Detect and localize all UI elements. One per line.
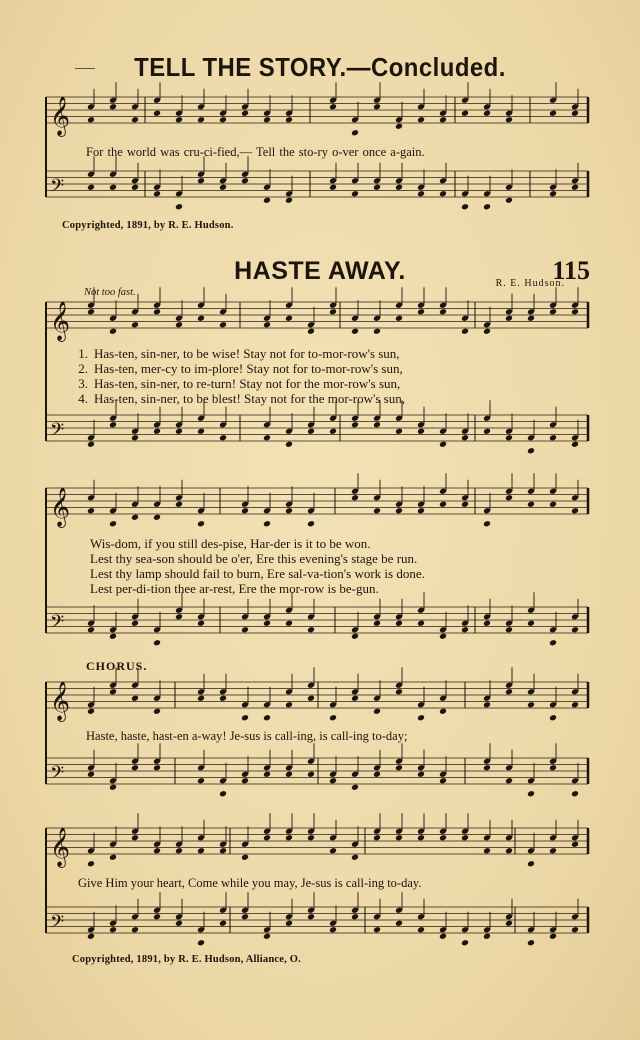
note-head [483, 933, 491, 940]
note-head [329, 926, 337, 933]
verse-line [62, 376, 400, 392]
note-head [131, 184, 139, 191]
note-head [373, 507, 381, 514]
note-head [439, 190, 447, 197]
note-head [571, 308, 579, 315]
note-head [197, 116, 205, 123]
note-head [417, 507, 425, 514]
staff-systems [46, 82, 588, 946]
note-head [263, 116, 271, 123]
note-head [197, 695, 205, 702]
note-head [571, 926, 579, 933]
note-head [329, 777, 337, 784]
note-head [527, 315, 535, 322]
note-head [395, 428, 403, 435]
note-head [307, 913, 315, 920]
note-head [329, 184, 337, 191]
note-head [439, 834, 447, 841]
note-head [219, 920, 227, 927]
note-head [549, 764, 557, 771]
note-head [175, 321, 183, 328]
note-head [351, 695, 359, 702]
note-head [109, 633, 117, 640]
note-head [505, 315, 513, 322]
note-head [439, 933, 447, 940]
bass-clef-icon: 𝄢 [50, 912, 65, 937]
note-head [219, 695, 227, 702]
note-head [329, 103, 337, 110]
note-head [351, 129, 359, 136]
note-head [109, 520, 117, 527]
treble-clef-icon: 𝄞 [50, 301, 71, 341]
note-head [175, 847, 183, 854]
top-hymn-lyric: For the world was cru-ci-fied,— Tell the sto-ry o-ver once a-gain. [86, 145, 425, 159]
note-head [153, 308, 161, 315]
note-head [263, 197, 271, 204]
note-head [395, 834, 403, 841]
note-head [395, 620, 403, 627]
note-head [87, 441, 95, 448]
note-head [307, 520, 315, 527]
note-head [373, 421, 381, 428]
note-head [351, 784, 359, 791]
bass-clef-icon: 𝄢 [50, 420, 65, 445]
note-head [505, 494, 513, 501]
note-head [373, 771, 381, 778]
note-head [307, 695, 315, 702]
note-head [197, 428, 205, 435]
note-head [571, 441, 579, 448]
note-head [241, 913, 249, 920]
note-head [505, 116, 513, 123]
note-head [527, 701, 535, 708]
note-head [263, 520, 271, 527]
note-head [461, 939, 469, 946]
note-head [549, 639, 557, 646]
note-head [263, 771, 271, 778]
note-head [219, 790, 227, 797]
verse-text: Has-ten, sin-ner, to be blest! Stay not for the mor-row's sun, [94, 391, 405, 406]
note-head [263, 620, 271, 627]
note-head [153, 428, 161, 435]
note-head [505, 197, 513, 204]
note-head [307, 771, 315, 778]
note-head [395, 123, 403, 130]
note-head [197, 777, 205, 784]
note-head [285, 197, 293, 204]
note-head [483, 110, 491, 117]
note-head [417, 190, 425, 197]
note-head [395, 920, 403, 927]
note-head [483, 764, 491, 771]
note-head [461, 110, 469, 117]
note-head [285, 920, 293, 927]
note-head [417, 116, 425, 123]
note-head [527, 790, 535, 797]
note-head [263, 834, 271, 841]
note-head [461, 434, 469, 441]
note-head [131, 514, 139, 521]
chorus-line: Haste, haste, hast-en a-way! Je-sus is call-ing, is call-ing to-day; [86, 729, 408, 743]
note-head [373, 620, 381, 627]
note-head [197, 939, 205, 946]
note-head [109, 421, 117, 428]
note-head [175, 428, 183, 435]
note-head [549, 714, 557, 721]
note-head [483, 620, 491, 627]
note-head [351, 913, 359, 920]
note-head [263, 434, 271, 441]
note-head [395, 315, 403, 322]
note-head [285, 620, 293, 627]
note-head [417, 620, 425, 627]
note-head [505, 777, 513, 784]
note-head [439, 308, 447, 315]
note-head [131, 926, 139, 933]
note-head [571, 790, 579, 797]
note-head [131, 834, 139, 841]
note-head [307, 626, 315, 633]
hymn-title: HASTE AWAY. [234, 257, 406, 285]
verse-text: Has-ten, mer-cy to im-plore! Stay not for to-mor-row's sun, [94, 361, 403, 376]
note-head [87, 771, 95, 778]
note-head [87, 626, 95, 633]
verse-line: Lest thy sea-son should be o'er, Ere this evening's stage be run. [90, 551, 418, 566]
note-head [483, 847, 491, 854]
note-head [285, 116, 293, 123]
note-head [571, 110, 579, 117]
treble-clef-icon: 𝄞 [50, 487, 71, 527]
composer: R. E. Hudson. [495, 278, 565, 289]
note-head [153, 708, 161, 715]
treble-clef-icon: 𝄞 [50, 681, 71, 721]
note-head [439, 441, 447, 448]
note-head [175, 920, 183, 927]
note-head [483, 701, 491, 708]
note-head [285, 441, 293, 448]
verse-line: Lest per-di-tion thee ar-rest, Ere the mor-row is be-gun. [90, 581, 379, 596]
note-head [351, 494, 359, 501]
note-head [153, 764, 161, 771]
note-head [241, 714, 249, 721]
note-head [197, 620, 205, 627]
note-head [373, 926, 381, 933]
note-head [483, 520, 491, 527]
hymn-copyright: Copyrighted, 1891, by R. E. Hudson, Alliance, O. [72, 954, 301, 965]
note-head [439, 708, 447, 715]
verse-line [62, 391, 405, 407]
note-head [395, 688, 403, 695]
note-head [439, 777, 447, 784]
note-head [131, 434, 139, 441]
note-head [197, 315, 205, 322]
note-head [329, 308, 337, 315]
note-head [285, 701, 293, 708]
note-head [219, 847, 227, 854]
chorus-line: Give Him your heart, Come while you may, Je-sus is call-ing to-day. [78, 876, 422, 890]
note-head [351, 633, 359, 640]
note-head [219, 184, 227, 191]
treble-clef-icon: 𝄞 [50, 827, 71, 867]
note-head [571, 184, 579, 191]
note-head [395, 507, 403, 514]
note-head [461, 834, 469, 841]
note-head [439, 633, 447, 640]
note-head [395, 184, 403, 191]
note-head [483, 328, 491, 335]
note-head [131, 116, 139, 123]
note-head [527, 447, 535, 454]
note-head [571, 841, 579, 848]
top-hymn-copyright: Copyrighted, 1891, by R. E. Hudson. [62, 220, 234, 231]
note-head [153, 110, 161, 117]
note-head [263, 933, 271, 940]
note-head [109, 926, 117, 933]
note-head [373, 103, 381, 110]
note-head [549, 110, 557, 117]
note-head [263, 714, 271, 721]
verse-text: Has-ten, sin-ner, to be wise! Stay not for to-mor-row's sun, [94, 346, 400, 361]
top-hymn-title: TELL THE STORY.—Concluded. [134, 52, 506, 82]
verse-line: Lest thy lamp should fail to burn, Ere sal-va-tion's work is done. [90, 566, 425, 581]
note-head [329, 847, 337, 854]
note-head [307, 428, 315, 435]
note-head [197, 847, 205, 854]
verse-text: Has-ten, sin-ner, to re-turn! Stay not for the mor-row's sun, [94, 376, 401, 391]
verse-number: 1. [78, 346, 88, 361]
note-head [109, 328, 117, 335]
bass-clef-icon: 𝄢 [50, 176, 65, 201]
note-head [461, 501, 469, 508]
note-head [109, 688, 117, 695]
note-head [571, 507, 579, 514]
note-head [131, 620, 139, 627]
note-head [285, 834, 293, 841]
note-head [285, 771, 293, 778]
note-head [351, 421, 359, 428]
note-head [109, 103, 117, 110]
note-head [175, 613, 183, 620]
note-head [241, 777, 249, 784]
note-head [373, 184, 381, 191]
note-head [527, 620, 535, 627]
note-head [417, 428, 425, 435]
note-head [285, 507, 293, 514]
note-head [571, 701, 579, 708]
note-head [87, 933, 95, 940]
note-head [197, 520, 205, 527]
note-head [351, 328, 359, 335]
treble-clef-icon: 𝄞 [50, 96, 71, 136]
note-head [417, 771, 425, 778]
note-head [307, 328, 315, 335]
verse-number: 2. [78, 361, 88, 376]
note-head [87, 308, 95, 315]
note-head [263, 321, 271, 328]
note-head [373, 328, 381, 335]
tempo-marking: Not too fast. [84, 287, 136, 298]
note-head [153, 639, 161, 646]
note-head [241, 626, 249, 633]
note-head [549, 434, 557, 441]
note-head [109, 184, 117, 191]
note-head [505, 920, 513, 927]
note-head [153, 190, 161, 197]
note-head [505, 688, 513, 695]
note-head [417, 834, 425, 841]
note-head [153, 847, 161, 854]
note-head [417, 926, 425, 933]
page-number: 115 [552, 256, 590, 285]
note-head [461, 626, 469, 633]
note-head [175, 116, 183, 123]
verse-line: Wis-dom, if you still des-pise, Har-der is it to be won. [90, 536, 371, 551]
note-head [483, 203, 491, 210]
note-head [461, 203, 469, 210]
note-head [219, 116, 227, 123]
note-head [549, 190, 557, 197]
bass-clef-icon: 𝄢 [50, 763, 65, 788]
note-head [153, 514, 161, 521]
note-head [527, 860, 535, 867]
note-head [153, 913, 161, 920]
note-head [571, 626, 579, 633]
note-head [109, 784, 117, 791]
bass-clef-icon: 𝄢 [50, 612, 65, 637]
note-head [505, 434, 513, 441]
note-head [373, 708, 381, 715]
note-head [87, 860, 95, 867]
note-head [131, 764, 139, 771]
note-head [351, 190, 359, 197]
note-head [549, 501, 557, 508]
note-head [329, 428, 337, 435]
note-head [197, 177, 205, 184]
note-head [87, 507, 95, 514]
note-head [373, 834, 381, 841]
note-head [219, 434, 227, 441]
verse-number: 3. [78, 376, 88, 391]
note-head [417, 714, 425, 721]
note-head [241, 507, 249, 514]
verse-number: 4. [78, 391, 88, 406]
verse-line [62, 346, 400, 362]
note-head [175, 203, 183, 210]
chorus-label: CHORUS. [86, 659, 148, 673]
note-head [483, 428, 491, 435]
note-head [549, 933, 557, 940]
note-head [527, 939, 535, 946]
note-head [329, 714, 337, 721]
note-head [241, 854, 249, 861]
note-head [549, 847, 557, 854]
note-head [549, 308, 557, 315]
note-head [505, 626, 513, 633]
note-head [131, 695, 139, 702]
note-head [395, 764, 403, 771]
note-head [461, 328, 469, 335]
note-head [285, 315, 293, 322]
note-head [417, 308, 425, 315]
note-head [131, 321, 139, 328]
note-head [241, 110, 249, 117]
note-head [241, 177, 249, 184]
note-head [175, 501, 183, 508]
note-head [527, 501, 535, 508]
note-head [505, 847, 513, 854]
note-head [87, 116, 95, 123]
note-head [219, 321, 227, 328]
note-head [109, 854, 117, 861]
note-head [307, 834, 315, 841]
note-head [439, 116, 447, 123]
note-head [439, 501, 447, 508]
note-head [87, 184, 95, 191]
note-head [351, 854, 359, 861]
note-head [87, 708, 95, 715]
verse-line [62, 361, 403, 377]
